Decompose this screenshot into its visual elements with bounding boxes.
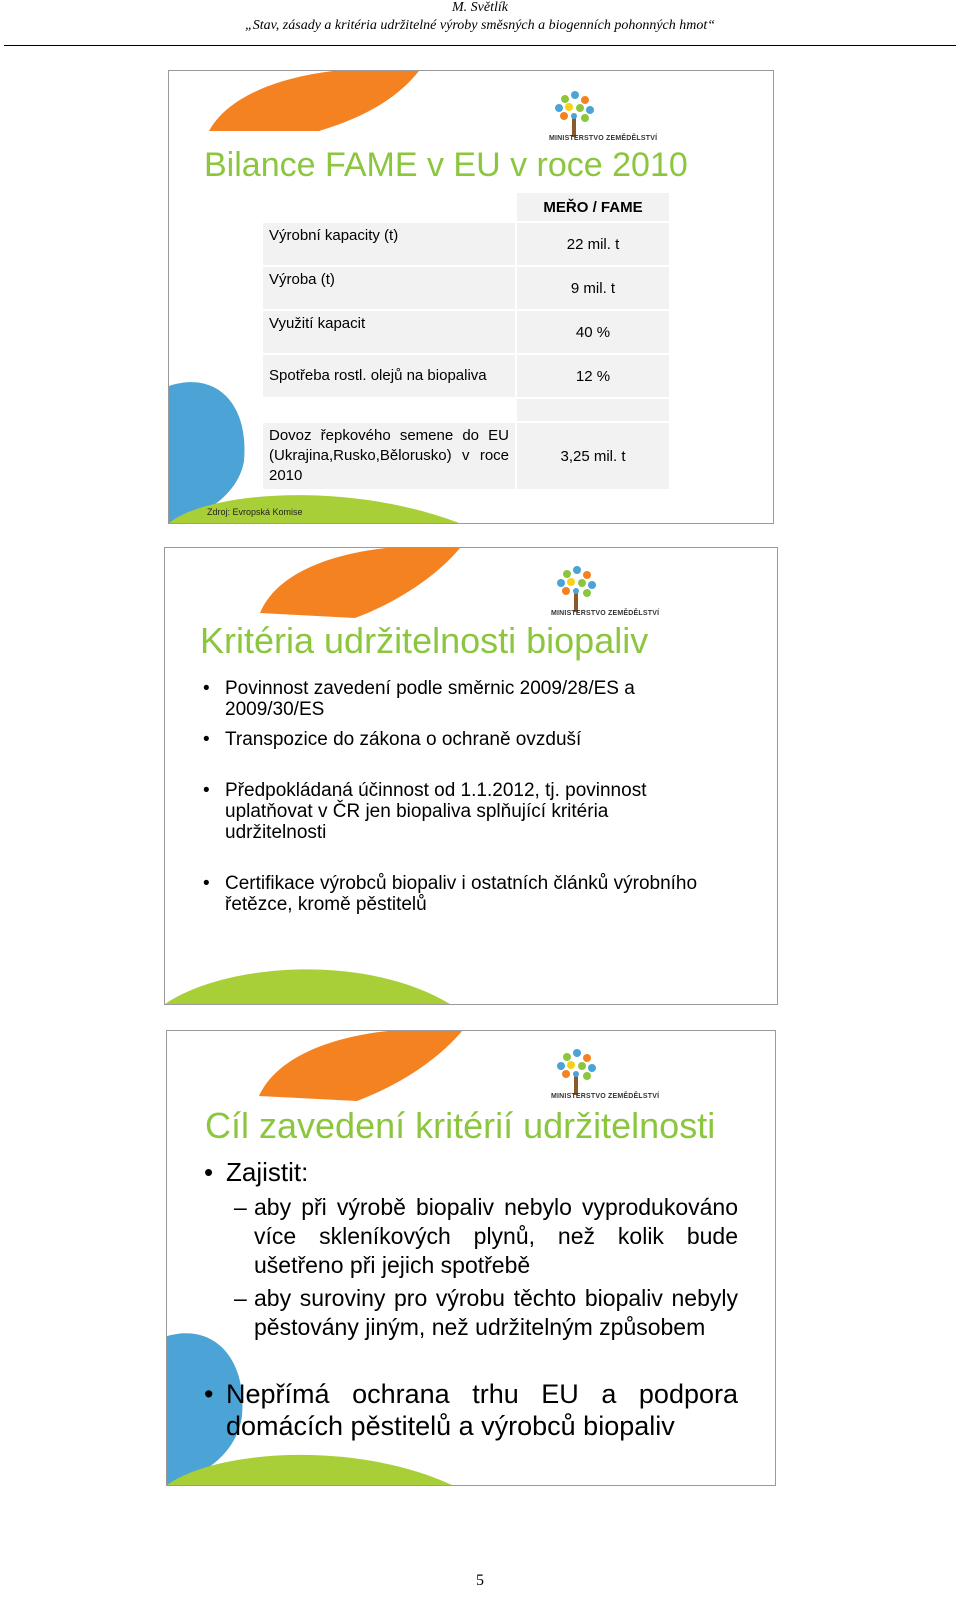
list-item [204,1157,738,1187]
bullet-icon: • [203,678,210,699]
bullet-icon: • [203,873,210,894]
row-label [263,399,515,421]
header-title: „Stav, zásady a kritéria udržitelné výroby směsných a biogenních pohonných hmot“ [244,18,716,33]
slide-sustainability-criteria [164,547,778,1005]
sub-bullet-text: aby suroviny pro výrobu těchto biopaliv nebyly pěstovány jiným, než udržitelným způsobem [254,1285,738,1340]
tree-icon [547,1047,607,1095]
bullet-icon: • [204,1157,214,1187]
table-row [263,423,669,489]
table-row [263,267,669,309]
fame-balance-table [261,191,671,491]
dash-icon: – [234,1285,247,1311]
table-row [263,223,669,265]
goal-bullet-list [204,1157,738,1442]
ministry-logo [543,564,683,624]
tree-icon [547,564,607,612]
sub-list [234,1193,738,1342]
header-rule [4,45,956,46]
row-label: Využití kapacit [263,311,515,353]
row-value: 22 mil. t [517,223,669,265]
row-label: Výroba (t) [263,267,515,309]
bullet-text: Předpokládaná účinnost od 1.1.2012, tj. povinnost uplatňovat v ČR jen biopaliva splňující kritéria udržitelnosti [225,780,647,843]
dash-icon: – [234,1194,247,1220]
bullet-text: Transpozice do zákona o ochraně ovzduší [225,729,582,750]
list-item [203,678,705,729]
source-note: Zdroj: Evropská Komise [207,507,303,517]
sub-list-item [234,1284,738,1342]
slide-title: Cíl zavedení kritérií udržitelnosti [205,1105,716,1146]
header-author: M. Světlík [452,0,508,15]
row-value: 3,25 mil. t [517,423,669,489]
table-row [263,355,669,397]
bullet-icon: • [204,1379,214,1409]
tree-icon [545,89,605,137]
bullet-text: Zajistit: [226,1157,309,1187]
sub-bullet-text: aby při výrobě biopaliv nebylo vyprodukováno více skleníkových plynů, než kolik bude ušetřeno při jejich spotřebě [254,1194,738,1278]
row-value: 12 % [517,355,669,397]
row-label: Výrobní kapacity (t) [263,223,515,265]
logo-text: MINISTERSTVO ZEMĚDĚLSTVÍ [549,135,658,142]
slide-title: Kritéria udržitelnosti biopaliv [200,620,649,661]
list-item [204,1378,738,1442]
row-value: 40 % [517,311,669,353]
slide-fame-balance [168,70,774,524]
bullet-text: Nepřímá ochrana trhu EU a podpora domácích pěstitelů a výrobců biopaliv [226,1379,738,1441]
row-label: Spotřeba rostl. olejů na biopaliva [263,355,515,397]
row-value: 9 mil. t [517,267,669,309]
table-row [263,311,669,353]
criteria-bullet-list [203,678,705,915]
slide-criteria-goal [166,1030,776,1486]
table-column-header: MEŘO / FAME [517,193,669,221]
list-item [203,780,705,873]
row-value [517,399,669,421]
logo-text: MINISTERSTVO ZEMĚDĚLSTVÍ [551,1093,660,1100]
bullet-icon: • [203,780,210,801]
list-item [203,873,705,915]
bullet-icon: • [203,729,210,750]
list-item [203,729,705,780]
table-header-empty [263,193,515,221]
table-header-row [263,193,669,221]
bullet-text: Povinnost zavedení podle směrnic 2009/28/ES a 2009/30/ES [225,678,635,720]
page-number: 5 [476,1572,484,1589]
slide-title: Bilance FAME v EU v roce 2010 [204,146,688,184]
row-label: Dovoz řepkového semene do EU (Ukrajina,Rusko,Bělorusko) v roce 2010 [263,423,515,489]
ministry-logo [541,89,681,149]
logo-text: MINISTERSTVO ZEMĚDĚLSTVÍ [551,610,660,617]
table-row [263,399,669,421]
sub-list-item [234,1193,738,1280]
ministry-logo [543,1047,683,1107]
bullet-text: Certifikace výrobců biopaliv i ostatních článků výrobního řetězce, kromě pěstitelů [225,873,698,915]
